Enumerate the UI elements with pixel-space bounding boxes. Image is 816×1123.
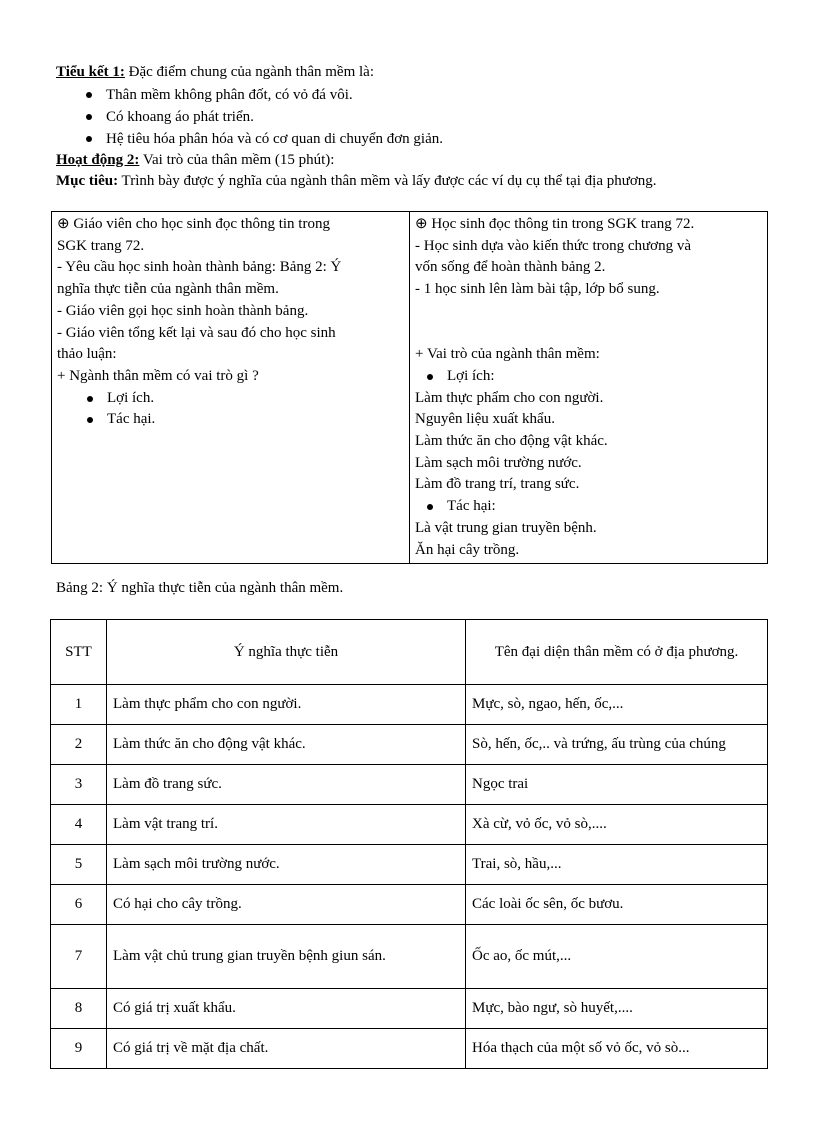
summary-heading: [56, 62, 374, 83]
table-row: [51, 765, 768, 805]
summary-bullet: Có khoang áo phát triển.: [84, 106, 443, 128]
header-examples: Tên đại diện thân mềm có ở địa phương.: [466, 620, 768, 685]
student-column: [410, 212, 768, 564]
table-row: [51, 925, 768, 989]
summary-bullet: Hệ tiêu hóa phân hóa và có cơ quan di chuyển đơn giản.: [84, 128, 443, 150]
table-row: [51, 845, 768, 885]
table-header-row: [51, 620, 768, 685]
row-meaning: Có giá trị xuất khẩu.: [107, 989, 466, 1029]
row-no: 4: [51, 805, 107, 845]
activity-text: Vai trò của thân mềm (15 phút):: [139, 152, 335, 168]
row-meaning: Có giá trị về mặt địa chất.: [107, 1029, 466, 1069]
row-no: 2: [51, 725, 107, 765]
meaning-table: [50, 619, 768, 1069]
student-line: - Học sinh dựa vào kiến thức trong chương và: [415, 237, 692, 254]
teacher-bullet: Tác hại.: [85, 409, 404, 431]
summary-text: Đặc điểm chung của ngành thân mềm là:: [124, 64, 374, 80]
harm-item: Ăn hại cây trồng.: [415, 541, 520, 558]
row-no: 8: [51, 989, 107, 1029]
activity-label: Hoạt động 2:: [56, 152, 140, 168]
row-examples: Mực, bào ngư, sò huyết,....: [466, 989, 768, 1029]
row-no: 6: [51, 885, 107, 925]
teacher-line: SGK trang 72.: [57, 237, 145, 254]
table-row: [51, 989, 768, 1029]
teacher-line: - Giáo viên tổng kết lại và sau đó cho học sinh: [57, 324, 336, 341]
student-line: - 1 học sinh lên làm bài tập, lớp bổ sung.: [415, 281, 660, 298]
teacher-line: ⊕ Giáo viên cho học sinh đọc thông tin trong: [57, 216, 330, 232]
spacer: [415, 301, 762, 323]
benefit-item: Làm thực phẩm cho con người.: [415, 389, 604, 406]
row-meaning: Làm đồ trang sức.: [107, 765, 466, 805]
activity-table: [51, 211, 768, 564]
row-examples: Mực, sò, ngao, hến, ốc,...: [466, 685, 768, 725]
benefit-item: Làm sạch môi trường nước.: [415, 454, 582, 471]
teacher-line: - Giáo viên gọi học sinh hoàn thành bảng.: [57, 302, 309, 319]
objective-heading: [56, 171, 657, 192]
teacher-line: + Ngành thân mềm có vai trò gì ?: [57, 367, 259, 384]
row-meaning: Làm thức ăn cho động vật khác.: [107, 725, 466, 765]
row-no: 5: [51, 845, 107, 885]
table-row: [51, 685, 768, 725]
row-no: 1: [51, 685, 107, 725]
table-row: [51, 1029, 768, 1069]
row-meaning: Làm sạch môi trường nước.: [107, 845, 466, 885]
table-row: [51, 805, 768, 845]
benefit-item: Nguyên liệu xuất khẩu.: [415, 411, 555, 428]
row-examples: Ốc ao, ốc mút,...: [466, 925, 768, 989]
row-examples: Sò, hến, ốc,.. và trứng, ấu trùng của chúng: [466, 725, 768, 765]
teacher-line: thảo luận:: [57, 346, 117, 363]
benefit-label-list: [415, 366, 762, 388]
table-row: [51, 885, 768, 925]
harm-label: Tác hại:: [425, 496, 762, 518]
row-meaning: Làm vật chủ trung gian truyền bệnh giun sán.: [107, 925, 466, 989]
teacher-line: nghĩa thực tiễn của ngành thân mềm.: [57, 281, 279, 298]
row-no: 9: [51, 1029, 107, 1069]
spacer: [415, 323, 762, 345]
row-meaning: Làm thực phẩm cho con người.: [107, 685, 466, 725]
benefit-item: Làm thức ăn cho động vật khác.: [415, 433, 608, 449]
student-line: vốn sống để hoàn thành bảng 2.: [415, 259, 606, 276]
teacher-bullets: [57, 388, 404, 431]
harm-item: Là vật trung gian truyền bệnh.: [415, 519, 597, 536]
table-caption: Bảng 2: Ý nghĩa thực tiễn của ngành thân mềm.: [56, 580, 344, 596]
row-no: 7: [51, 925, 107, 989]
header-stt: STT: [51, 620, 107, 685]
summary-label: Tiểu kết 1:: [56, 64, 125, 80]
benefit-item: Làm đồ trang trí, trang sức.: [415, 476, 580, 493]
summary-bullets: [84, 84, 443, 150]
row-meaning: Làm vật trang trí.: [107, 805, 466, 845]
role-heading: + Vai trò của ngành thân mềm:: [415, 346, 600, 363]
objective-text: Trình bày được ý nghĩa của ngành thân mềm và lấy được các ví dụ cụ thể tại địa phương.: [118, 173, 657, 189]
row-examples: Ngọc trai: [466, 765, 768, 805]
summary-section: [56, 62, 374, 83]
row-examples: Hóa thạch của một số vỏ ốc, vỏ sò...: [466, 1029, 768, 1069]
row-examples: Xà cừ, vỏ ốc, vỏ sò,....: [466, 805, 768, 845]
row-examples: Trai, sò, hầu,...: [466, 845, 768, 885]
row-meaning: Có hại cho cây trồng.: [107, 885, 466, 925]
harm-label-list: [415, 496, 762, 518]
student-line: ⊕ Học sinh đọc thông tin trong SGK trang 72.: [415, 216, 695, 232]
objective-label: Mục tiêu:: [56, 173, 119, 189]
row-examples: Các loài ốc sên, ốc bươu.: [466, 885, 768, 925]
teacher-line: - Yêu cầu học sinh hoàn thành bảng: Bảng 2: Ý: [57, 259, 342, 276]
summary-bullet: Thân mềm không phân đốt, có vỏ đá vôi.: [84, 84, 443, 106]
row-no: 3: [51, 765, 107, 805]
teacher-bullet: Lợi ích.: [85, 388, 404, 410]
activity-heading: [56, 150, 334, 171]
benefit-label: Lợi ích:: [425, 366, 762, 388]
teacher-column: [52, 212, 410, 564]
header-meaning: Ý nghĩa thực tiễn: [107, 620, 466, 685]
table-row: [51, 725, 768, 765]
